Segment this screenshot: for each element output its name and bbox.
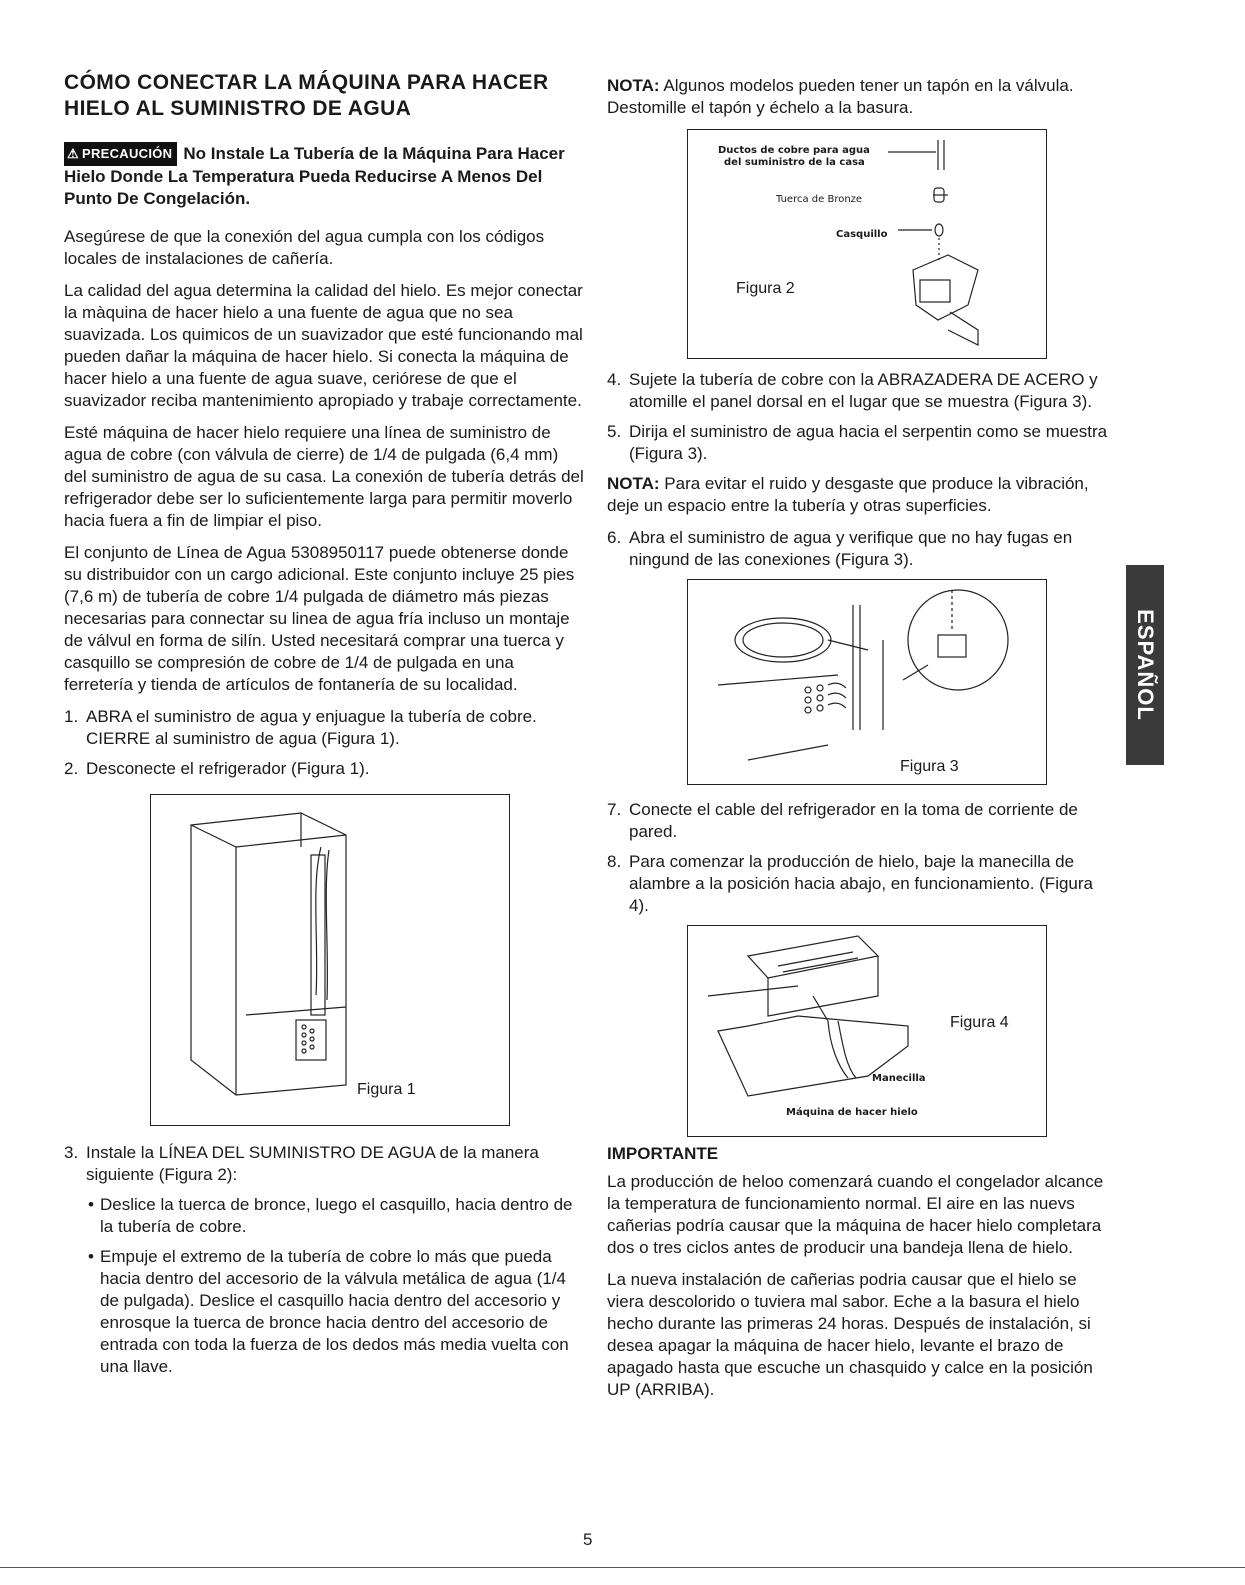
bullet-1: • Deslice la tuerca de bronce, luego el casquillo, hacia dentro de la tubería de cobre. (88, 1195, 573, 1236)
paragraph: La nueva instalación de cañerias podria causar que el hielo se viera descolorido o tuviera mal sabor. Eche a la basura el hielo hecho durante las primeras 24 horas. Después de instalación, si desea apagar la máquina de hacer hielo, levante el brazo de apagado hasta que escuche un chasquido y calce en la posición UP (ARRIBA). (607, 1270, 1093, 1399)
figure-2-caption: Figura 2 (736, 280, 795, 297)
note-2: NOTA: Para evitar el ruido y desgaste que produce la vibración, deje un espacio entre la tubería y otras superficies. (607, 474, 1089, 515)
figure-3-caption: Figura 3 (900, 758, 959, 775)
figure-4-caption: Figura 4 (950, 1014, 1009, 1031)
bullet-2: • Empuje el extremo de la tubería de cobre lo más que pueda hacia dentro del accesorio de la válvula metálica de agua (1/4 de pulgada). Deslice el casquillo hacia dentro del accesorio y enrosque la tuerca de bronce hacia dentro del accesorio de entrada con toda la fuerza de los dedos más media vuelta con una llave. (88, 1247, 569, 1376)
fig4-label-maquina: Máquina de hacer hielo (786, 1107, 918, 1118)
figure-2 (687, 129, 1047, 359)
bullet-icon: • (88, 1247, 94, 1266)
bullet-icon: • (88, 1195, 94, 1214)
warning-icon: ⚠ (67, 146, 79, 161)
step-3: 3. Instale la LÍNEA DEL SUMINISTRO DE AGUA de la manera siguiente (Figura 2): (64, 1143, 539, 1184)
step-4: 4. Sujete la tubería de cobre con la ABRAZADERA DE ACERO y atomille el panel dorsal en el lugar que se muestra (Figura 3). (607, 370, 1098, 411)
paragraph: Asegúrese de que la conexión del agua cumpla con los códigos locales de instalaciones de cañería. (64, 227, 545, 268)
section-title: CÓMO CONECTAR LA MÁQUINA PARA HACER HIELO AL SUMINISTRO DE AGUA (64, 71, 549, 120)
step-7: 7. Conecte el cable del refrigerador en la toma de corriente de pared. (607, 800, 1078, 841)
figure-1-caption: Figura 1 (357, 1081, 416, 1098)
language-tab-label-wrap (1126, 565, 1164, 765)
right-column (607, 75, 1117, 1411)
language-tab-label: ESPAÑOL (1133, 609, 1158, 721)
caution-notice (64, 142, 584, 210)
caution-text: No Instale La Tubería de la Máquina Para Hacer Hielo Donde La Temperatura Pueda Reducirse A Menos Del Punto De Congelación. (64, 144, 565, 208)
paragraph: Esté máquina de hacer hielo requiere una línea de suministro de agua de cobre (con válvula de cierre) de 1/4 de pulgada (6,4 mm) del suministro de agua de su casa. La conexión de tubería detrás del refrigerador debe ser lo suficientemente larga para permitir moverlo hacia fuera a fin de limpiar el piso. (64, 423, 584, 530)
caution-badge: ⚠ PRECAUCIÓN (64, 142, 177, 166)
fig2-label-tuerca: Tuerca de Bronze (776, 194, 863, 205)
fig2-label-ductos: Ductos de cobre para agua (718, 145, 870, 156)
figure-1 (150, 794, 510, 1126)
refrigerator-illustration (151, 795, 509, 1125)
figure-3 (687, 579, 1047, 785)
fig2-label-ductos-2: del suministro de la casa (724, 157, 865, 168)
paragraph: La calidad del agua determina la calidad del hielo. Es mejor conectar la màquina de hacer hielo a una fuente de agua que no sea suavizada. Los quimicos de un suavizador que esté funcionando mal pueden dañar la máquina de hacer hielo. Si conecta la máquina de hacer hielo a una fuente de agua suave, ceriórese de que el suavizador reciba mantenimiento apropiado y trabaje correctamente. (64, 281, 583, 410)
importante-heading: IMPORTANTE (607, 1144, 719, 1163)
paragraph: El conjunto de Línea de Agua 5308950117 puede obtenerse donde su distribuidor con un cargo adicional. Este conjunto incluye 25 pies (7,6 m) de tubería de cobre 1/4 pulgada de diámetro más piezas necesarias para connectar su linea de agua fría incluso un montaje de válvul en forma de silín. Usted necesitará comprar una tuerca y casquillo se compresión de cobre de 1/4 de pulgada en una ferretería y tienda de artículos de fontanería de su localidad. (64, 543, 575, 694)
note-1: NOTA: Algunos modelos pueden tener un tapón en la válvula. Destomille el tapón y échelo a la basura. (607, 76, 1074, 117)
paragraph: La producción de heloo comenzará cuando el congelador alcance la temperatura de funcionamiento normal. El aire en las nuevs cañerias podría causar que la máquina de hacer hielo completara dos o tres ciclos antes de producir una bandeja llena de hielo. (607, 1172, 1104, 1257)
fig2-label-casquillo: Casquillo (836, 229, 888, 240)
water-line-connection-illustration (688, 580, 1046, 784)
fig4-label-manecilla: Manecilla (872, 1073, 926, 1084)
step-1: 1. ABRA el suministro de agua y enjuague la tubería de cobre. CIERRE al suministro de agua (Figura 1). (64, 707, 537, 748)
bottom-rule (0, 1567, 1245, 1568)
figure-4 (687, 925, 1047, 1137)
page-number: 5 (583, 1530, 593, 1549)
left-column (64, 70, 584, 1386)
step-6: 6. Abra el suministro de agua y verifique que no hay fugas en ningund de las conexiones (Figura 3). (607, 528, 1073, 569)
step-5: 5. Dirija el suministro de agua hacia el serpentin como se muestra (Figura 3). (607, 422, 1108, 463)
step-8: 8. Para comenzar la producción de hielo, baje la manecilla de alambre a la posición hacia abajo, en funcionamiento. (Figura 4). (607, 852, 1093, 915)
step-2: 2. Desconecte el refrigerador (Figura 1). (64, 759, 370, 778)
